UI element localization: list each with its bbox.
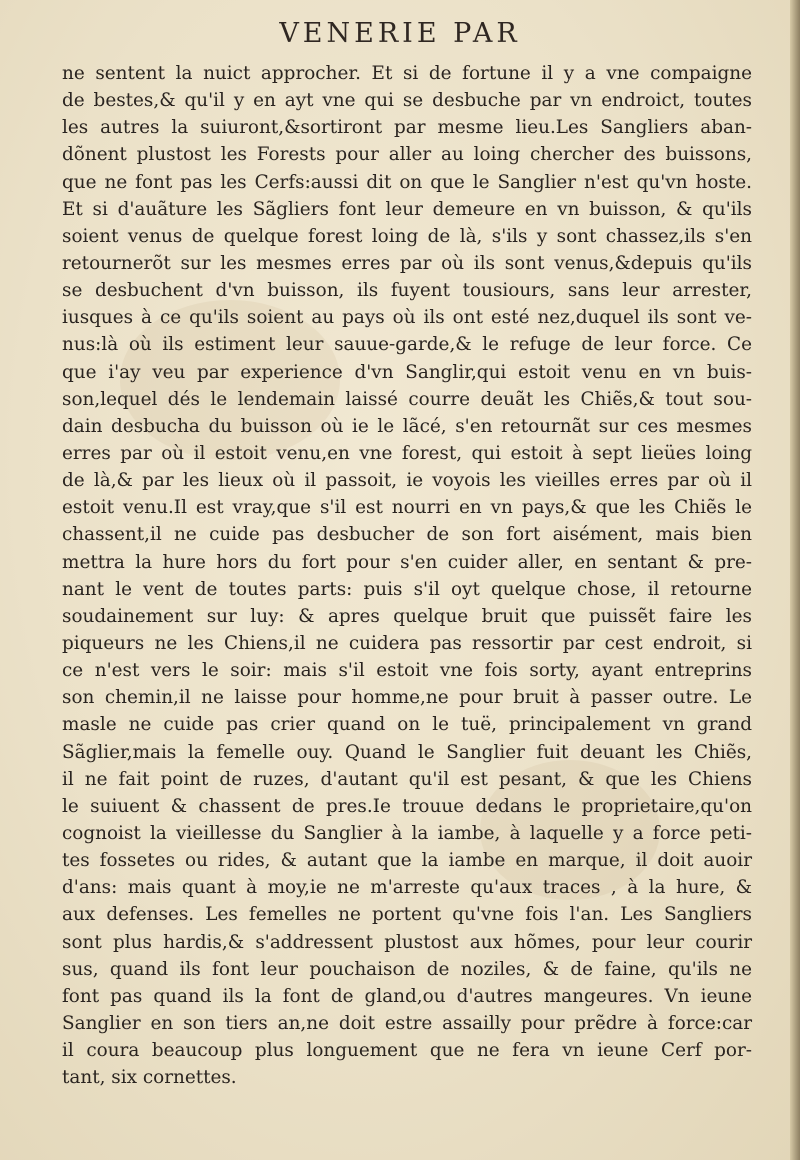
body-text — [62, 60, 752, 1091]
text-line: dõnent plustost les Forests pour aller au loing chercher des buissons, — [62, 144, 752, 166]
text-line: mettra la hure hors du fort pour s'en cuider aller, en sentant & pre- — [62, 551, 752, 573]
text-line: Sãglier,mais la femelle ouy. Quand le Sanglier fuit deuant les Chiẽs, — [62, 741, 752, 763]
text-line: son chemin,il ne laisse pour homme,ne pour bruit à passer outre. Le — [62, 687, 752, 709]
text-line: il coura beaucoup plus longuement que ne fera vn ieune Cerf por- — [62, 1040, 752, 1062]
text-line: de là,& par les lieux où il passoit, ie voyois les vieilles erres par où il — [62, 470, 752, 492]
text-line: erres par où il estoit venu,en vne forest, qui estoit à sept lieües loing — [62, 442, 752, 464]
text-line: soient venus de quelque forest loing de là, s'ils y sont chassez,ils s'en — [62, 225, 752, 247]
text-line: ce n'est vers le soir: mais s'il estoit vne fois sorty, ayant entreprins — [62, 660, 752, 682]
text-line: que ne font pas les Cerfs:aussi dit on que le Sanglier n'est qu'vn hoste. — [62, 171, 752, 193]
text-line: nant le vent de toutes parts: puis s'il oyt quelque chose, il retourne — [62, 578, 752, 600]
text-line: tes fossetes ou rides, & autant que la iambe en marque, il doit auoir — [62, 850, 752, 872]
text-line: soudainement sur luy: & apres quelque bruit que puissẽt faire les — [62, 605, 752, 627]
text-line: ne sentent la nuict approcher. Et si de fortune il y a vne compaigne — [62, 63, 752, 84]
text-line: que i'ay veu par experience d'vn Sanglir,qui estoit venu en vn buis- — [62, 361, 752, 383]
text-line: tant, six cornettes. — [62, 1067, 237, 1089]
text-line: font pas quand ils la font de gland,ou d'autres mangeures. Vn ieune — [62, 985, 752, 1007]
text-line: Sanglier en son tiers an,ne doit estre assailly pour prẽdre à force:car — [62, 1012, 752, 1034]
text-line: il ne fait point de ruzes, d'autant qu'il est pesant, & que les Chiens — [62, 768, 752, 790]
text-line: le suiuent & chassent de pres.Ie trouue dedans le proprietaire,qu'on — [62, 795, 752, 817]
page-edge — [790, 0, 800, 1160]
text-line: masle ne cuide pas crier quand on le tuë, principalement vn grand — [62, 714, 752, 736]
text-line: nus:là où ils estiment leur sauue-garde,& le refuge de leur force. Ce — [62, 334, 752, 356]
text-line: aux defenses. Les femelles ne portent qu'vne fois l'an. Les Sangliers — [62, 904, 752, 926]
text-line: les autres la suiuront,&sortiront par mesme lieu.Les Sangliers aban- — [62, 117, 752, 139]
text-line: dain desbucha du buisson où ie le lãcé, s'en retournãt sur ces mesmes — [62, 415, 752, 437]
text-line: estoit venu.Il est vray,que s'il est nourri en vn pays,& que les Chiẽs le — [62, 497, 752, 519]
text-line: sont plus hardis,& s'addressent plustost aux hõmes, pour leur courir — [62, 931, 752, 953]
running-head: VENERIE PAR — [279, 18, 521, 49]
text-line: iusques à ce qu'ils soient au pays où ils ont esté nez,duquel ils sont ve- — [62, 307, 752, 329]
text-line: retournerõt sur les mesmes erres par où ils sont venus,&depuis qu'ils — [62, 252, 752, 274]
text-line: se desbuchent d'vn buisson, ils fuyent tousiours, sans leur arrester, — [62, 280, 752, 302]
text-line: piqueurs ne les Chiens,il ne cuidera pas ressortir par cest endroit, si — [62, 632, 752, 654]
text-line: son,lequel dés le lendemain laissé courre deuãt les Chiẽs,& tout sou- — [62, 388, 752, 410]
text-line: de bestes,& qu'il y en ayt vne qui se desbuche par vn endroict, toutes — [62, 90, 752, 112]
text-line: d'ans: mais quant à moy,ie ne m'arreste qu'aux traces , à la hure, & — [62, 877, 752, 899]
text-line: cognoist la vieillesse du Sanglier à la iambe, à laquelle y a force peti- — [62, 822, 752, 844]
text-line: chassent,il ne cuide pas desbucher de son fort aisément, mais bien — [62, 524, 752, 546]
text-line: Et si d'auãture les Sãgliers font leur demeure en vn buisson, & qu'ils — [62, 198, 752, 220]
text-line: sus, quand ils font leur pouchaison de noziles, & de faine, qu'ils ne — [62, 958, 752, 980]
